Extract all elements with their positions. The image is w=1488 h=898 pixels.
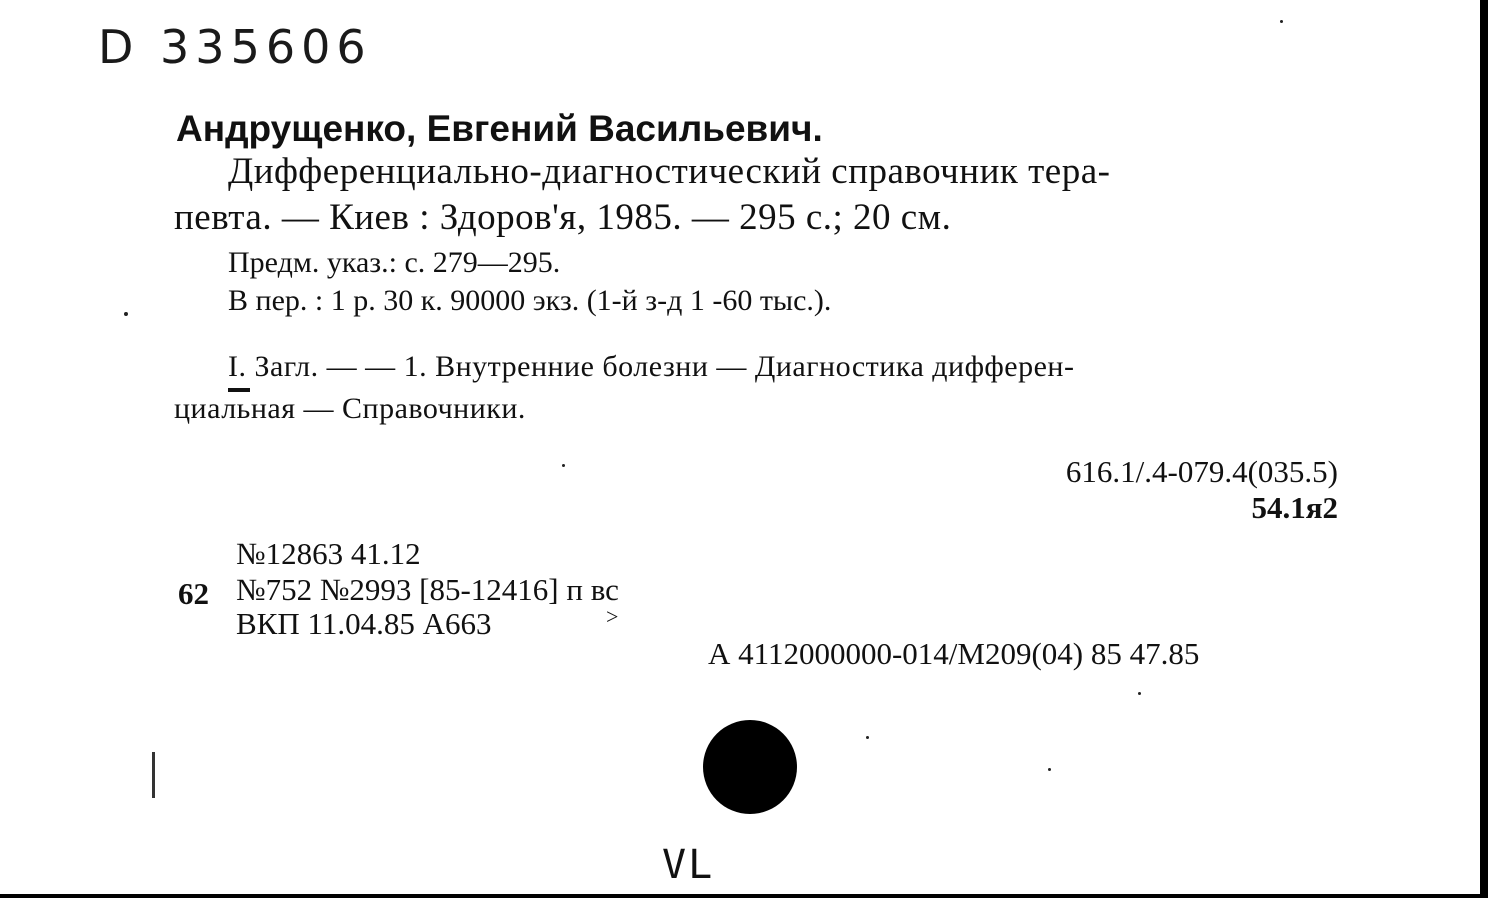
speck [1048,768,1051,771]
title-line-1: Дифференциально-диагностический справочник тера- [228,151,1111,192]
speck [124,312,128,316]
speck [562,464,565,467]
registry-line-2: №752 №2993 [85-12416] п вс [236,572,619,607]
tracing-line-2: циальная — Справочники. [174,392,526,425]
pencil-mark [152,752,155,798]
speck [1138,692,1141,695]
class-code: А 4112000000-014/М209(04) 85 47.85 [708,636,1200,671]
registry-line-1: №12863 41.12 [236,536,421,571]
registry-line-3: ВКП 11.04.85 А663 [236,606,492,641]
udc-code: 616.1/.4-079.4(035.5) [1065,454,1338,489]
registry-prefix: 62 [178,576,209,611]
subject-index-note: Предм. указ.: с. 279—295. [228,246,561,279]
binding-price-note: В пер. : 1 р. 30 к. 90000 экз. (1-й з-д 1 -60 тыс.). [228,284,832,317]
author-heading: Андрущенко, Евгений Васильевич. [176,108,823,149]
registry-mark: > [606,604,619,629]
punch-hole [703,720,797,814]
title-line-2: певта. — Киев : Здоров'я, 1985. — 295 с.; 20 см. [174,197,952,238]
handwritten-number: D 335606 [98,20,372,74]
speck [866,736,869,739]
tracing-line-1: I. Загл. — — 1. Внутренние болезни — Диагностика дифферен- [228,350,1075,383]
speck [1280,20,1283,23]
footer-stamp: VL [662,842,715,888]
bbk-code: 54.1я2 [1251,490,1338,525]
